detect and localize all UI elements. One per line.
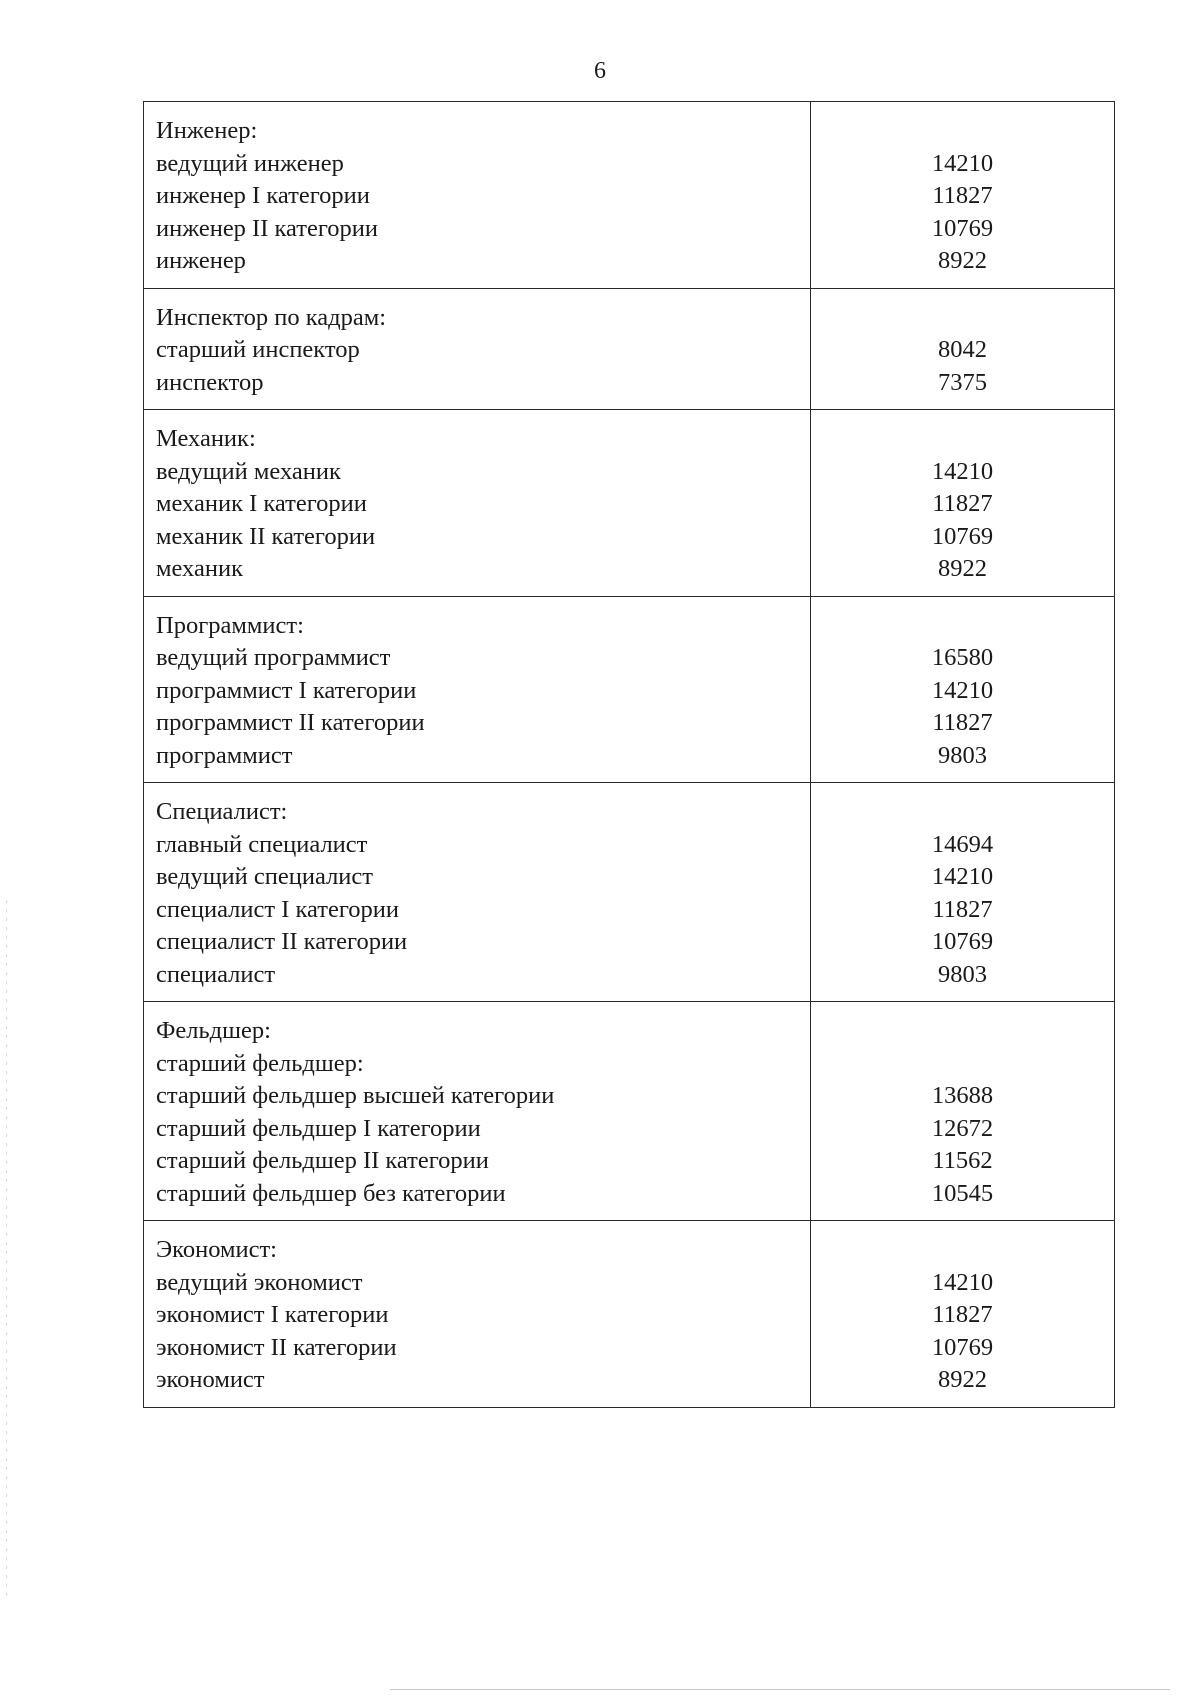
salary-value: 12672 bbox=[931, 1114, 994, 1142]
position-title-cell bbox=[144, 410, 811, 596]
salary-value: 14210 bbox=[931, 863, 994, 890]
salary-value: 7375 bbox=[938, 368, 987, 396]
position-title: инженер II категории bbox=[156, 214, 379, 242]
salary-value: 8922 bbox=[938, 247, 987, 274]
section-heading: Инженер: bbox=[156, 117, 258, 144]
position-title: специалист bbox=[156, 960, 276, 988]
section-heading: Специалист: bbox=[156, 798, 288, 825]
value-spacer bbox=[811, 796, 1114, 829]
salary-value: 9803 bbox=[938, 741, 987, 769]
position-title: ведущий экономист bbox=[156, 1268, 363, 1296]
salary-value: 10545 bbox=[931, 1179, 994, 1207]
position-title-cell bbox=[144, 1002, 811, 1220]
salary-value: 11562 bbox=[932, 1147, 993, 1174]
salary-value: 8922 bbox=[938, 555, 987, 582]
salary-value: 11827 bbox=[932, 490, 993, 517]
salary-value: 10769 bbox=[931, 214, 994, 242]
position-title: экономист II категории bbox=[156, 1333, 397, 1361]
position-title: главный специалист bbox=[156, 830, 368, 858]
page-number: 6 bbox=[594, 58, 606, 84]
value-spacer bbox=[811, 1234, 1114, 1267]
position-title-cell bbox=[144, 783, 811, 1001]
position-title: инженер I категории bbox=[156, 182, 370, 209]
position-title: механик bbox=[156, 555, 243, 582]
position-title: инспектор bbox=[156, 368, 264, 396]
position-title: ведущий инженер bbox=[156, 149, 344, 177]
salary-value: 11827 bbox=[932, 895, 993, 923]
salary-value: 16580 bbox=[931, 644, 994, 671]
salary-value: 13688 bbox=[931, 1082, 994, 1109]
salary-value-cell bbox=[811, 783, 1114, 1001]
salary-value: 14210 bbox=[931, 149, 994, 177]
salary-value: 11827 bbox=[932, 182, 993, 209]
position-title: старший фельдшер I категории bbox=[156, 1114, 481, 1142]
section-subheading: старший фельдшер: bbox=[156, 1049, 364, 1077]
table-section bbox=[144, 288, 1114, 410]
position-title: специалист I категории bbox=[156, 895, 400, 923]
position-title: старший фельдшер высшей категории bbox=[156, 1082, 555, 1109]
scan-margin-artifact bbox=[6, 900, 7, 1600]
position-title: специалист II категории bbox=[156, 928, 408, 955]
position-title: старший инспектор bbox=[156, 336, 360, 363]
salary-value: 11827 bbox=[932, 709, 993, 736]
section-heading: Механик: bbox=[156, 425, 256, 452]
position-title: ведущий специалист bbox=[156, 863, 373, 890]
salary-value: 10769 bbox=[931, 522, 994, 550]
section-heading: Экономист: bbox=[156, 1236, 277, 1263]
salary-value: 14210 bbox=[931, 1268, 994, 1296]
value-spacer bbox=[811, 610, 1114, 643]
salary-value-cell bbox=[811, 289, 1114, 410]
salary-value: 10769 bbox=[931, 928, 994, 955]
value-spacer bbox=[811, 302, 1114, 335]
scan-bottom-artifact bbox=[390, 1689, 1170, 1690]
salary-value-cell bbox=[811, 1002, 1114, 1220]
salary-value: 14210 bbox=[931, 457, 994, 485]
table-section bbox=[144, 102, 1114, 288]
salary-value-cell bbox=[811, 410, 1114, 596]
position-title: программист II категории bbox=[156, 709, 425, 736]
value-spacer bbox=[811, 1048, 1114, 1081]
salary-value: 14210 bbox=[931, 676, 994, 704]
table-section bbox=[144, 782, 1114, 1001]
position-title: механик II категории bbox=[156, 522, 376, 550]
position-title-cell bbox=[144, 1221, 811, 1407]
table-section bbox=[144, 1001, 1114, 1220]
value-spacer bbox=[811, 115, 1114, 148]
position-title: ведущий механик bbox=[156, 457, 341, 485]
salary-value: 9803 bbox=[938, 960, 987, 988]
table-section bbox=[144, 1220, 1114, 1407]
salary-value: 11827 bbox=[932, 1301, 993, 1328]
salary-value-cell bbox=[811, 102, 1114, 288]
position-title-cell bbox=[144, 597, 811, 783]
position-title: экономист I категории bbox=[156, 1301, 389, 1328]
salary-value: 14694 bbox=[931, 830, 994, 858]
value-spacer bbox=[811, 423, 1114, 456]
salary-value: 8042 bbox=[938, 336, 987, 363]
table-section bbox=[144, 596, 1114, 783]
position-title: программист I категории bbox=[156, 676, 417, 704]
position-title: программист bbox=[156, 741, 293, 769]
position-title: старший фельдшер II категории bbox=[156, 1147, 489, 1174]
section-heading: Программист: bbox=[156, 611, 304, 639]
section-heading: Инспектор по кадрам: bbox=[156, 303, 387, 331]
position-title-cell bbox=[144, 102, 811, 288]
position-title-cell bbox=[144, 289, 811, 410]
position-title: старший фельдшер без категории bbox=[156, 1179, 506, 1207]
salary-value-cell bbox=[811, 1221, 1114, 1407]
section-heading: Фельдшер: bbox=[156, 1017, 271, 1044]
salary-value: 10769 bbox=[931, 1333, 994, 1361]
salary-value: 8922 bbox=[938, 1366, 987, 1393]
salary-value-cell bbox=[811, 597, 1114, 783]
position-title: экономист bbox=[156, 1366, 265, 1393]
salary-table bbox=[143, 101, 1115, 1408]
position-title: механик I категории bbox=[156, 490, 367, 517]
value-spacer bbox=[811, 1015, 1114, 1048]
position-title: инженер bbox=[156, 247, 246, 274]
table-section bbox=[144, 409, 1114, 596]
position-title: ведущий программист bbox=[156, 644, 391, 671]
